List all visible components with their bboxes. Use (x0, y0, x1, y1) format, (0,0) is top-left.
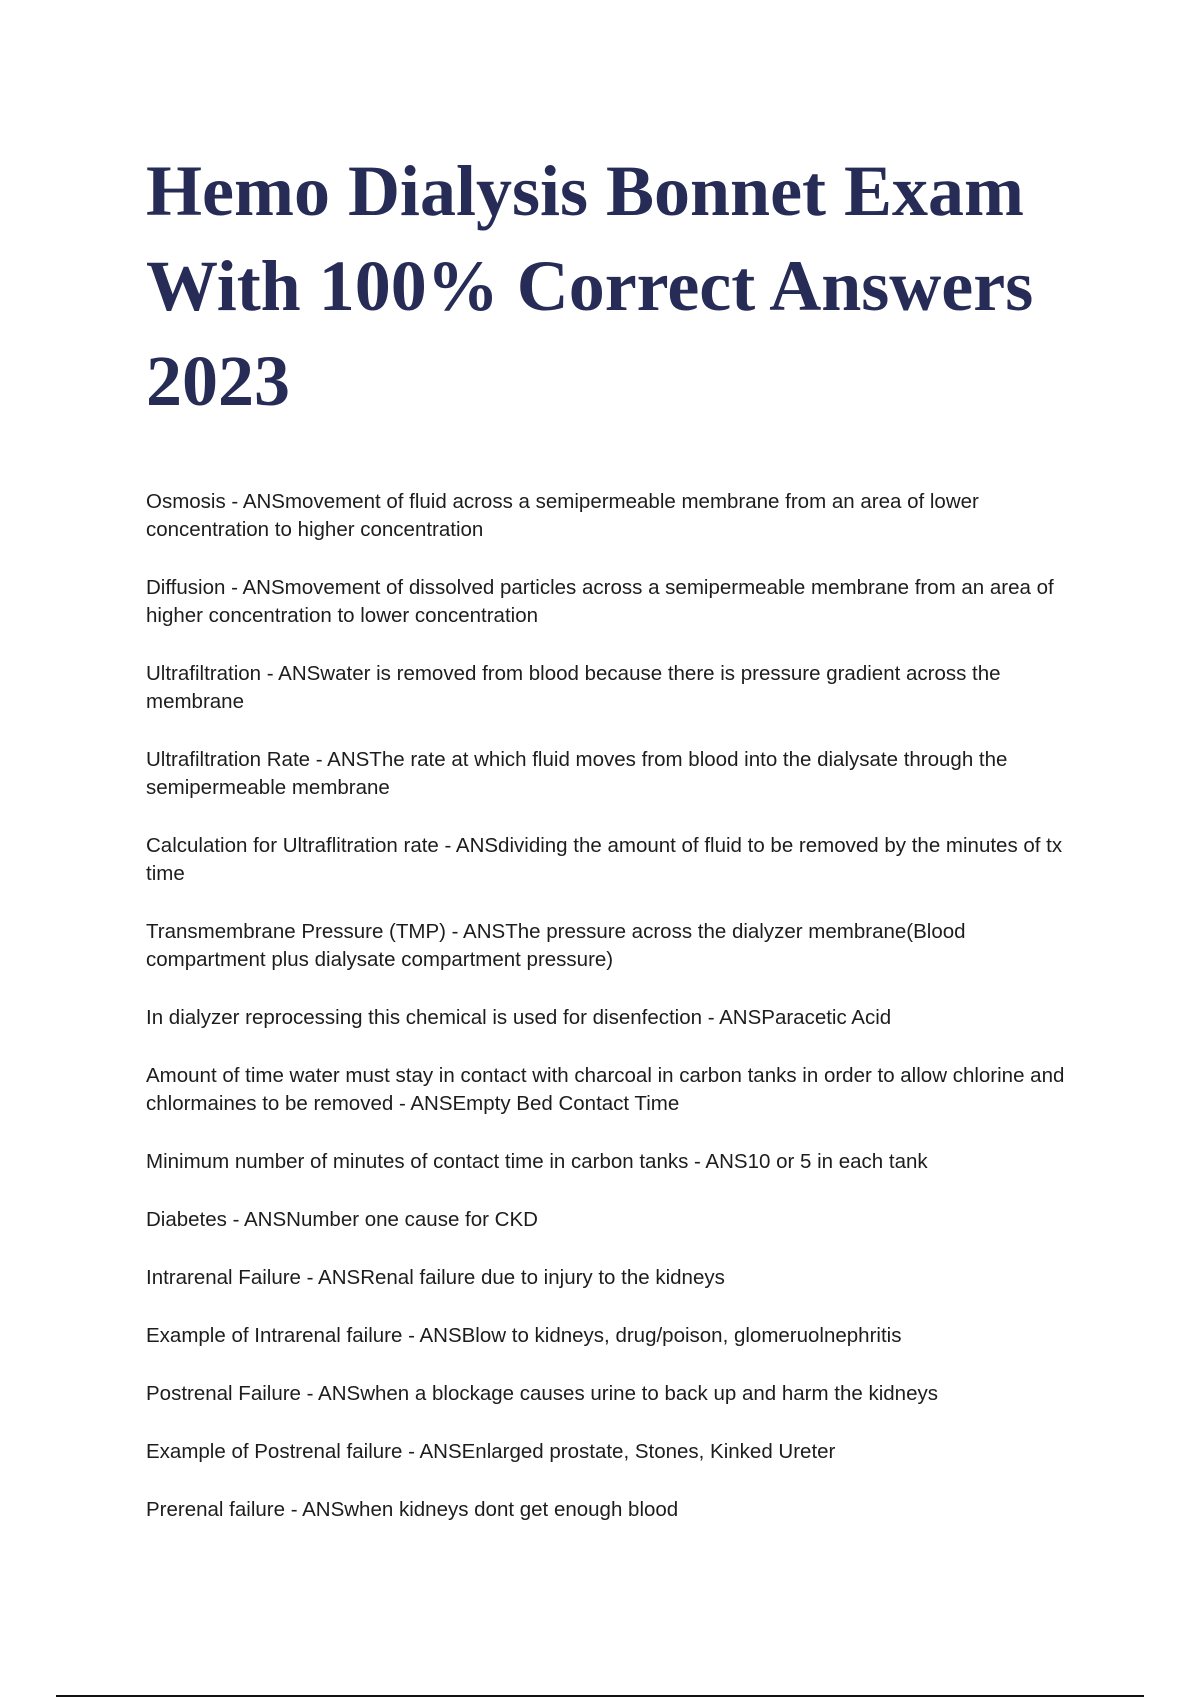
qa-item: Postrenal Failure - ANSwhen a blockage causes urine to back up and harm the kidneys (146, 1382, 938, 1405)
qa-item: Example of Postrenal failure - ANSEnlarged prostate, Stones, Kinked Ureter (146, 1440, 836, 1463)
qa-item: Diffusion - ANSmovement of dissolved particles across a semipermeable membrane from an area of higher concentration to lower concentration (146, 576, 1054, 627)
title-line-2: With 100% Correct Answers (146, 246, 1034, 326)
bottom-divider (56, 1695, 1144, 1697)
qa-item: Calculation for Ultraflitration rate - ANSdividing the amount of fluid to be removed by the minutes of tx time (146, 834, 1063, 885)
qa-item: In dialyzer reprocessing this chemical is used for disenfection - ANSParacetic Acid (146, 1006, 892, 1029)
qa-item: Osmosis - ANSmovement of fluid across a semipermeable membrane from an area of lower concentration to higher concentration (146, 490, 979, 541)
page-title (146, 144, 1106, 429)
qa-item: Transmembrane Pressure (TMP) - ANSThe pressure across the dialyzer membrane(Blood compartment plus dialysate compartment pressure) (146, 920, 966, 971)
qa-item: Example of Intrarenal failure - ANSBlow to kidneys, drug/poison, glomeruolnephritis (146, 1324, 902, 1347)
qa-list (146, 488, 1066, 1554)
qa-item: Diabetes - ANSNumber one cause for CKD (146, 1208, 538, 1231)
qa-item: Ultrafiltration Rate - ANSThe rate at which fluid moves from blood into the dialysate through the semipermeable membrane (146, 748, 1008, 799)
qa-item: Amount of time water must stay in contact with charcoal in carbon tanks in order to allow chlorine and chlormaines to be removed - ANSEmpty Bed Contact Time (146, 1064, 1065, 1115)
qa-item: Intrarenal Failure - ANSRenal failure due to injury to the kidneys (146, 1266, 725, 1289)
title-line-3: 2023 (146, 341, 290, 421)
qa-item: Minimum number of minutes of contact time in carbon tanks - ANS10 or 5 in each tank (146, 1150, 928, 1173)
qa-item: Ultrafiltration - ANSwater is removed from blood because there is pressure gradient across the membrane (146, 662, 1001, 713)
title-line-1: Hemo Dialysis Bonnet Exam (146, 151, 1025, 231)
qa-item: Prerenal failure - ANSwhen kidneys dont get enough blood (146, 1498, 679, 1521)
